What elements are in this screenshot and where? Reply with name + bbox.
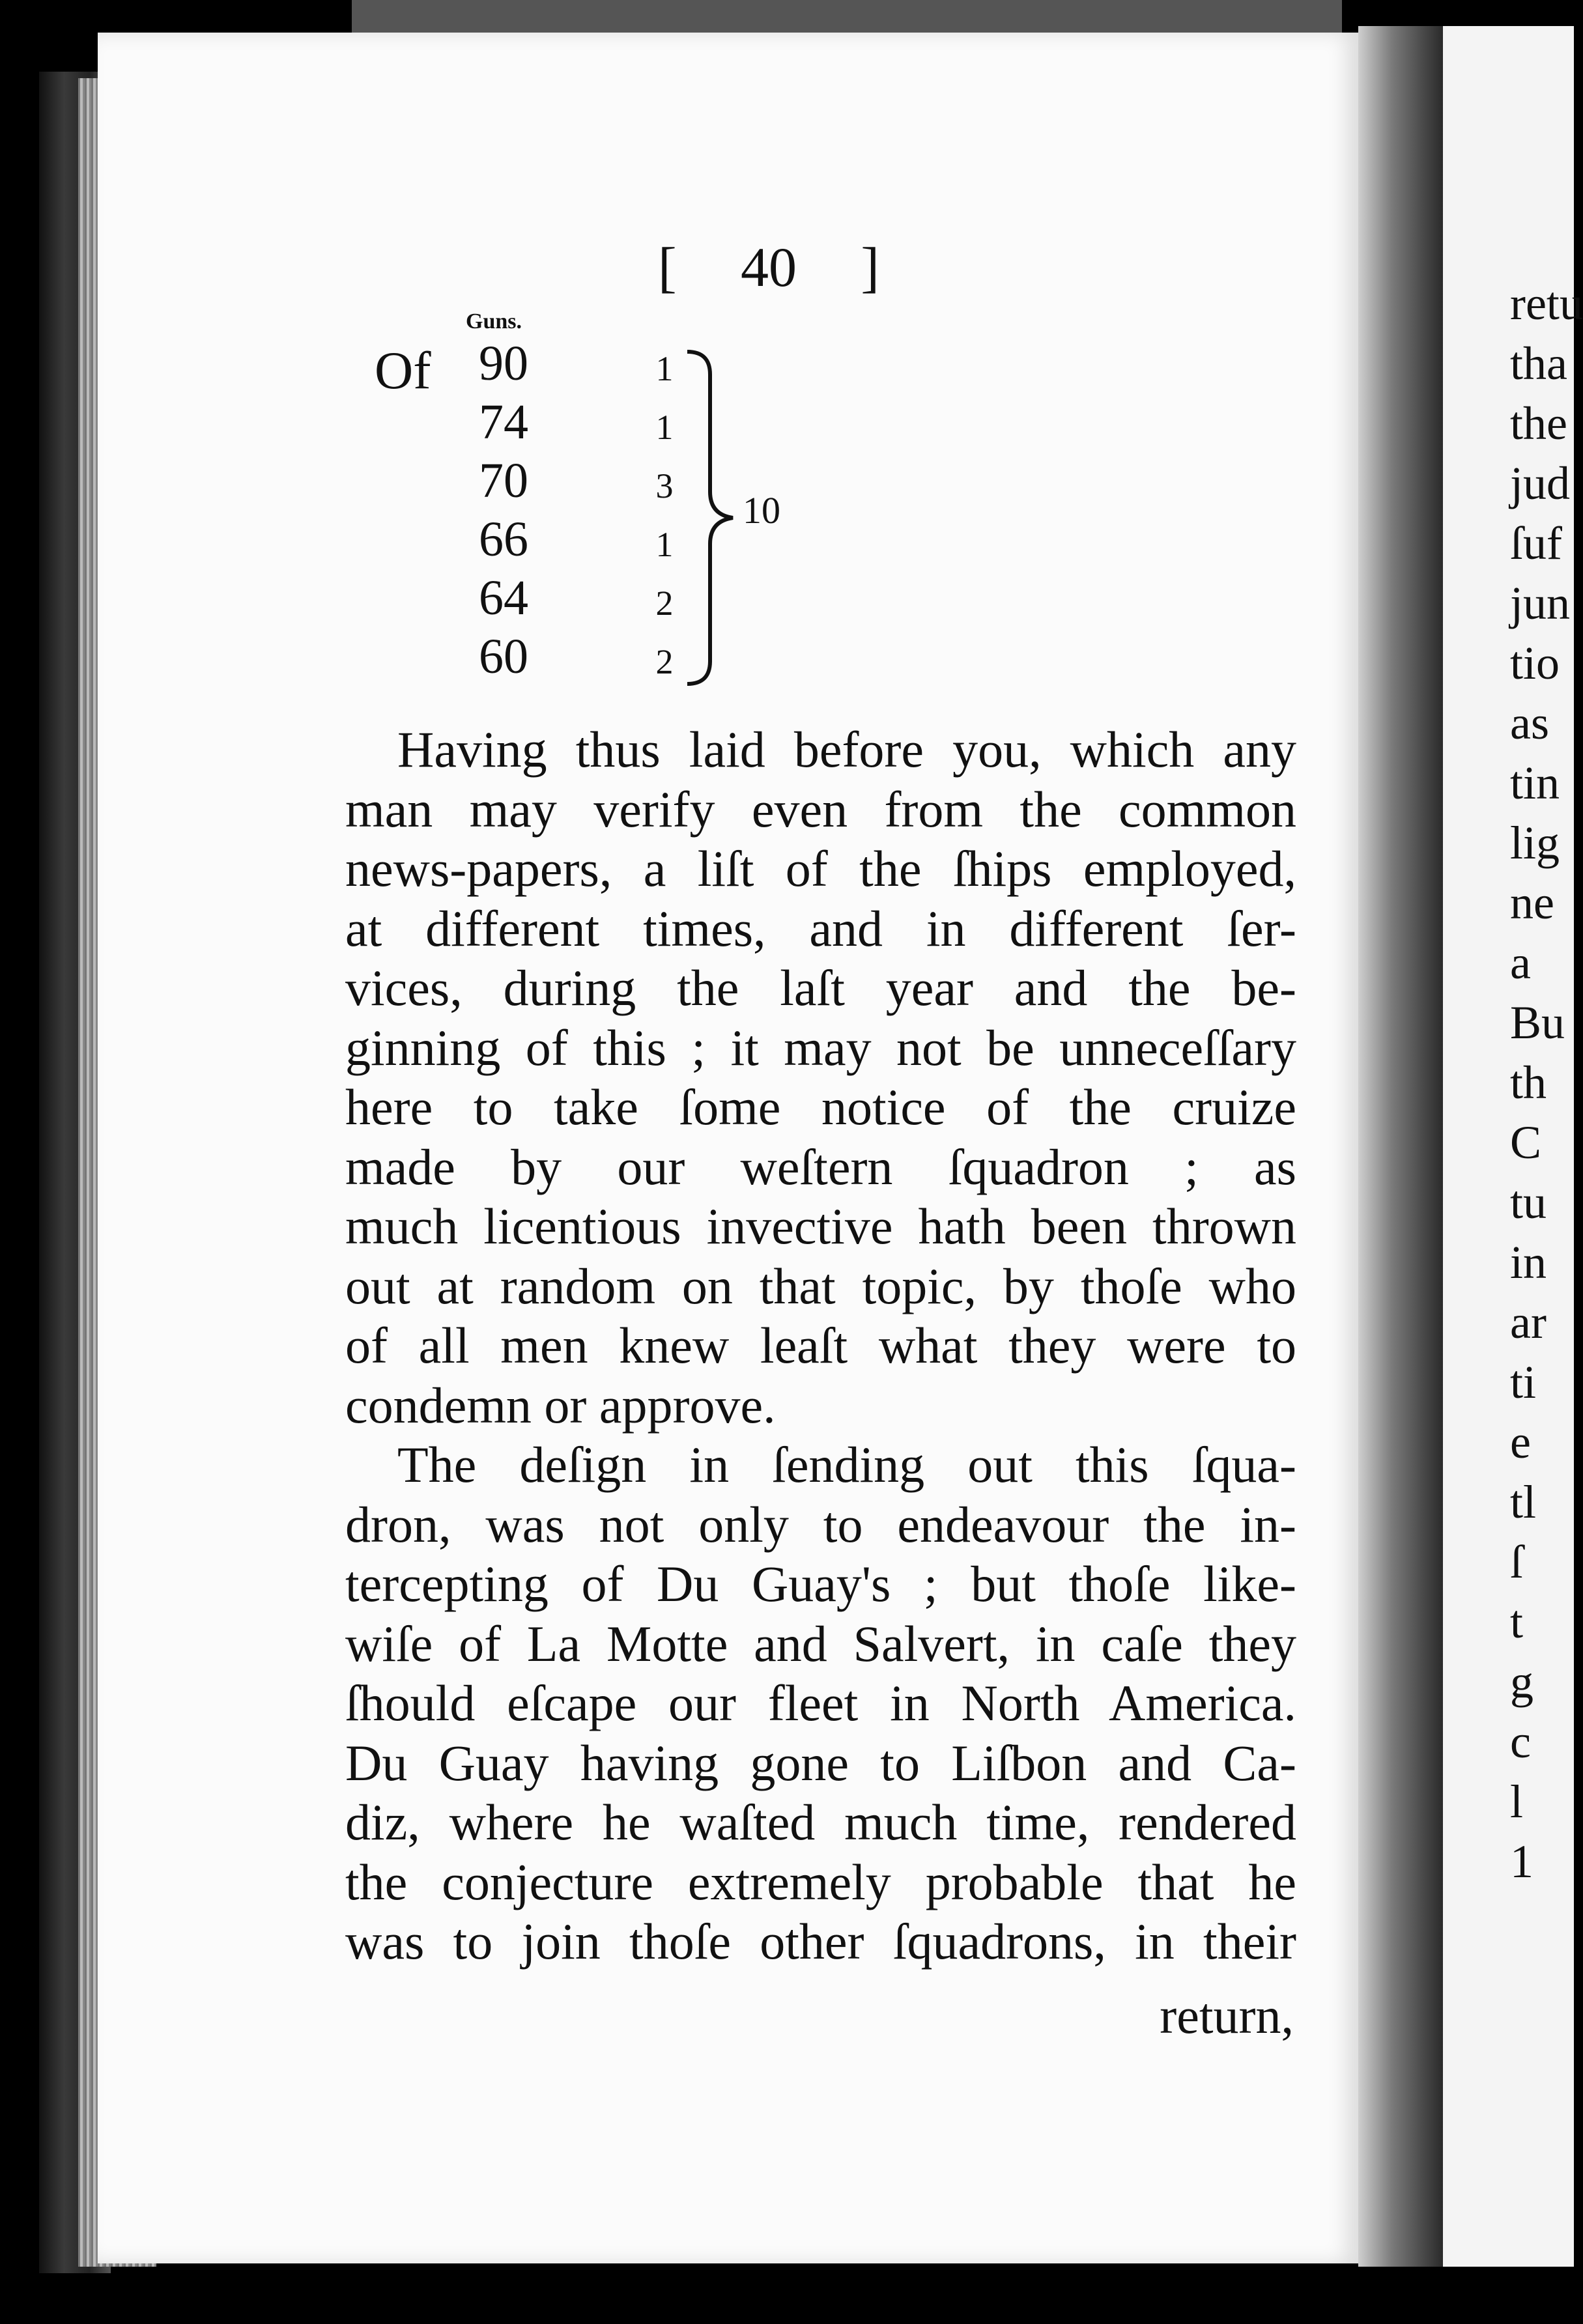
facing-line: g — [1510, 1656, 1533, 1708]
facing-line: tu — [1510, 1176, 1547, 1228]
facing-line: th — [1510, 1056, 1547, 1109]
header-right-bracket: ] — [861, 236, 879, 298]
gun-value: 60 — [479, 629, 528, 684]
text-line: The deſign in ſending out this ſqua- — [397, 1436, 1296, 1493]
facing-line: as — [1510, 697, 1549, 749]
facing-line: c — [1510, 1716, 1531, 1768]
ship-count: 2 — [655, 584, 674, 623]
gun-value: 74 — [479, 395, 528, 449]
facing-line: 1 — [1510, 1835, 1533, 1888]
ship-count: 1 — [655, 349, 674, 388]
facing-line: C — [1510, 1116, 1542, 1169]
text-line: vices, during the laſt year and the be- — [345, 959, 1296, 1016]
text-line: of all men knew leaſt what they were to — [345, 1317, 1296, 1374]
text-line: the conjecture extremely probable that he — [345, 1853, 1296, 1910]
facing-line: the — [1510, 397, 1567, 449]
text-line: Having thus laid before you, which any — [397, 721, 1296, 778]
text-line: out at random on that topic, by thoſe who — [345, 1257, 1296, 1314]
page-header — [658, 231, 879, 303]
text-line: tercepting of Du Guay's ; but thoſe like- — [345, 1555, 1296, 1612]
guns-column-header: Guns. — [466, 309, 522, 333]
row-prefix: Of — [375, 341, 431, 400]
facing-line: lig — [1510, 817, 1560, 869]
header-left-bracket: [ — [658, 236, 677, 298]
facing-line: tl — [1510, 1476, 1537, 1528]
text-line: Du Guay having gone to Liſbon and Ca- — [345, 1734, 1296, 1791]
catchword: return, — [1160, 1987, 1294, 2044]
text-line: news-papers, a liſt of the ſhips employed, — [345, 840, 1296, 897]
ship-total: 10 — [743, 489, 780, 531]
facing-line: ſ — [1510, 1536, 1524, 1588]
text-line: made by our weſtern ſquadron ; as — [345, 1138, 1296, 1195]
facing-line: ne — [1510, 877, 1554, 929]
gun-value: 90 — [479, 336, 528, 391]
facing-line: l — [1510, 1776, 1524, 1828]
text-line: at different times, and in different ſer- — [345, 900, 1296, 957]
facing-line: ſuf — [1510, 517, 1562, 569]
page-number: 40 — [741, 236, 797, 298]
facing-line: Bu — [1510, 997, 1565, 1049]
facing-line: tin — [1510, 757, 1560, 809]
text-line: here to take ſome notice of the cruize — [345, 1079, 1296, 1135]
facing-line: retu — [1510, 277, 1583, 330]
facing-line: jun — [1510, 577, 1571, 629]
text-line: wiſe of La Motte and Salvert, in caſe they — [345, 1615, 1296, 1672]
gun-value: 64 — [479, 571, 528, 625]
book-gutter — [1358, 26, 1443, 2267]
grouping-brace — [684, 348, 743, 687]
text-line: much licentious invective hath been thrown — [345, 1198, 1296, 1254]
text-line: was to join thoſe other ſquadrons, in their — [345, 1913, 1296, 1970]
text-line: diz, where he waſted much time, rendered — [345, 1794, 1296, 1850]
facing-line: e — [1510, 1416, 1531, 1468]
body-text — [345, 720, 1296, 1972]
facing-page-text — [1510, 274, 1583, 1892]
gun-value: 70 — [479, 453, 528, 508]
facing-line: jud — [1510, 457, 1571, 509]
ship-count: 1 — [655, 408, 674, 447]
facing-line: t — [1510, 1596, 1524, 1648]
facing-line: tha — [1510, 337, 1567, 390]
ship-count: 1 — [655, 525, 674, 564]
paragraph — [345, 720, 1296, 1435]
facing-line: ar — [1510, 1296, 1547, 1348]
text-line: ginning of this ; it may not be unneceſſary — [345, 1019, 1296, 1076]
text-line: man may verify even from the common — [345, 780, 1296, 838]
ship-count: 2 — [655, 642, 674, 681]
text-line: dron, was not only to endeavour the in- — [345, 1495, 1296, 1553]
text-line: condemn or approve. — [345, 1376, 776, 1434]
paragraph — [345, 1435, 1296, 1972]
ship-count: 3 — [655, 466, 674, 505]
gun-value: 66 — [479, 512, 528, 567]
facing-line: a — [1510, 937, 1531, 989]
facing-line: in — [1510, 1236, 1547, 1288]
text-line: ſhould eſcape our fleet in North America. — [345, 1675, 1296, 1731]
facing-line: tio — [1510, 637, 1560, 689]
facing-line: ti — [1510, 1356, 1537, 1408]
